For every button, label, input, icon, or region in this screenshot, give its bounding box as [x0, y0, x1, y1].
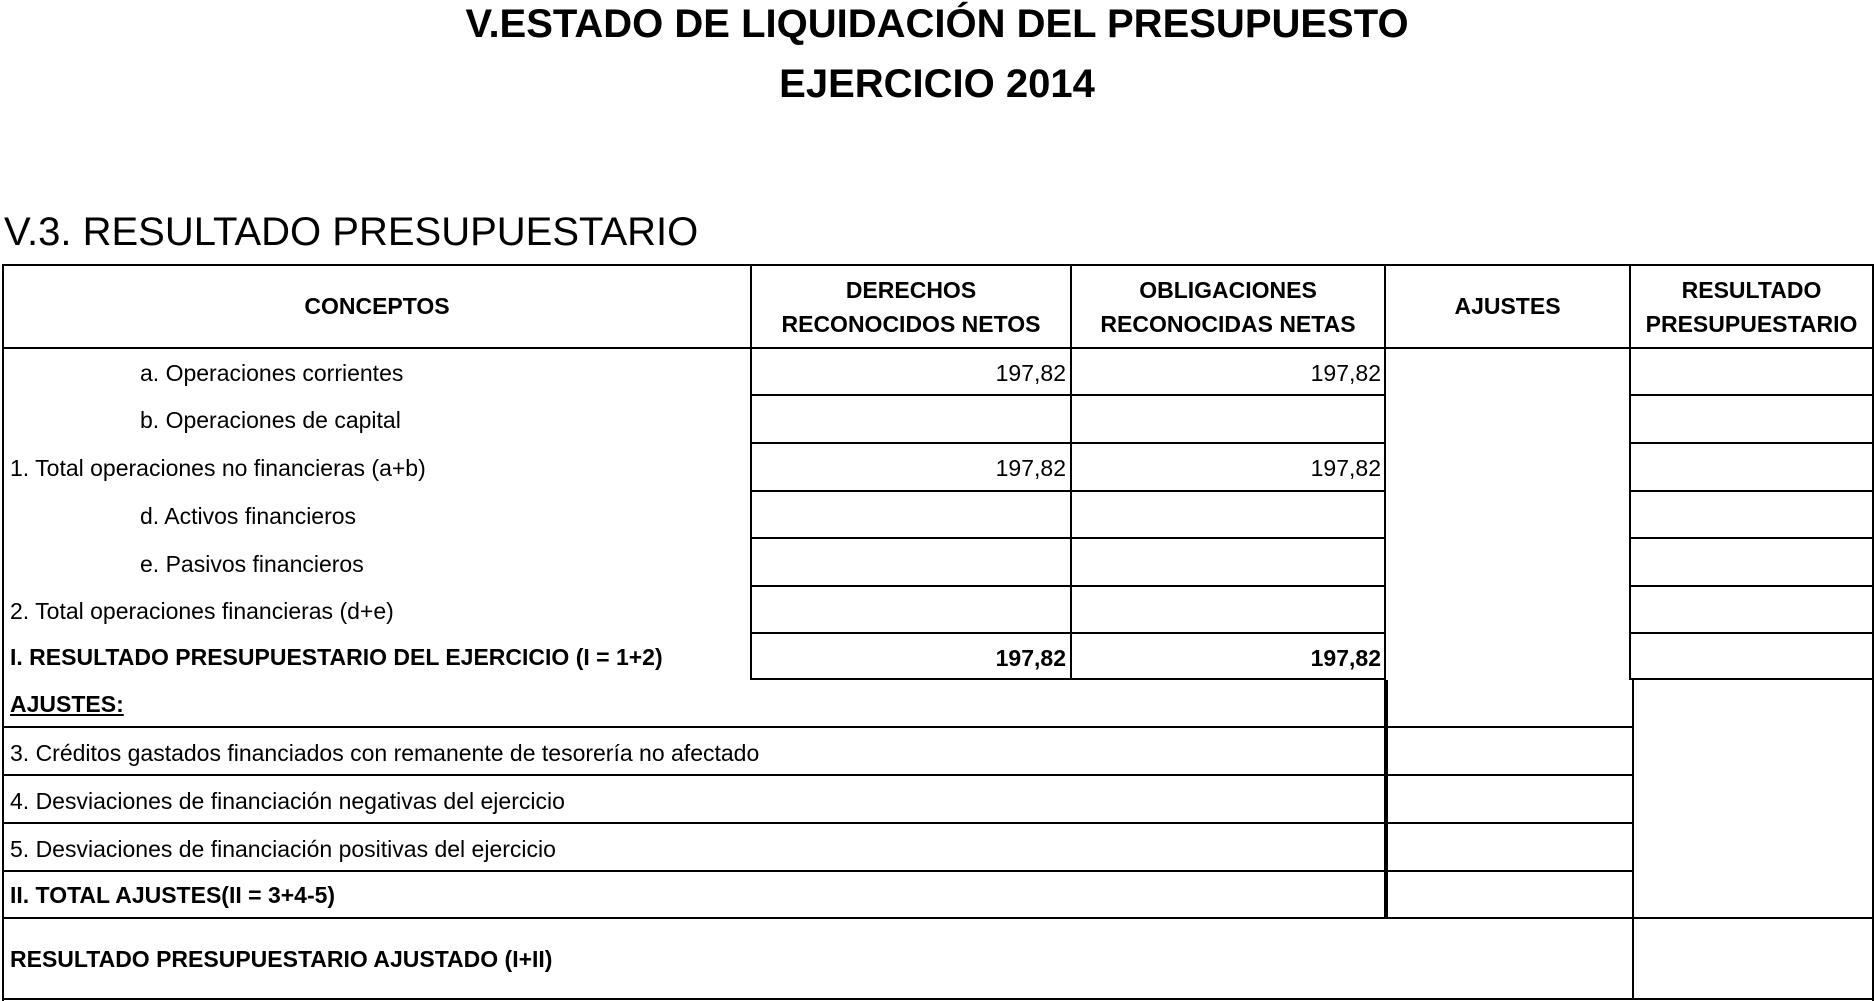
ajustes-heading: AJUSTES:	[10, 691, 124, 717]
section-title: V.3. RESULTADO PRESUPUESTARIO	[4, 210, 699, 254]
row-label: 2. Total operaciones financieras (d+e)	[10, 598, 394, 624]
row-label: e. Pasivos financieros	[140, 551, 364, 577]
ajuste-item: 4. Desviaciones de financiación negativas del ejercicio	[10, 788, 565, 814]
cell-derechos: 197,82	[995, 360, 1066, 386]
row-label-total: I. RESULTADO PRESUPUESTARIO DEL EJERCICIO (I = 1+2)	[10, 644, 663, 670]
cell-obligaciones: 197,82	[1310, 455, 1381, 481]
header-ajustes: AJUSTES	[1454, 293, 1561, 319]
resultado-ajustado-label: RESULTADO PRESUPUESTARIO AJUSTADO (I+II)	[10, 946, 553, 972]
document-title: V.ESTADO DE LIQUIDACIÓN DEL PRESUPUESTO	[465, 2, 1409, 46]
cell-derechos-total: 197,82	[995, 645, 1066, 671]
header-obligaciones-line1: OBLIGACIONES	[1139, 277, 1317, 303]
row-label: d. Activos financieros	[140, 503, 357, 529]
row-label: b. Operaciones de capital	[140, 407, 401, 433]
ajuste-item: 3. Créditos gastados financiados con remanente de tesorería no afectado	[10, 740, 760, 766]
ajuste-item: 5. Desviaciones de financiación positivas del ejercicio	[10, 836, 556, 862]
header-resultado-line1: RESULTADO	[1681, 277, 1822, 303]
row-label: a. Operaciones corrientes	[140, 360, 404, 386]
ajustes-total: II. TOTAL AJUSTES(II = 3+4-5)	[10, 882, 336, 908]
cell-derechos: 197,82	[995, 455, 1066, 481]
row-label: 1. Total operaciones no financieras (a+b)	[10, 455, 426, 481]
header-derechos-line2: RECONOCIDOS NETOS	[781, 311, 1041, 337]
cell-obligaciones: 197,82	[1310, 360, 1381, 386]
header-resultado-line2: PRESUPUESTARIO	[1645, 311, 1858, 337]
header-derechos-line1: DERECHOS	[845, 277, 977, 303]
header-conceptos: CONCEPTOS	[304, 293, 450, 319]
cell-obligaciones-total: 197,82	[1310, 645, 1381, 671]
header-obligaciones-line2: RECONOCIDAS NETAS	[1100, 311, 1356, 337]
document-subtitle: EJERCICIO 2014	[779, 62, 1095, 106]
